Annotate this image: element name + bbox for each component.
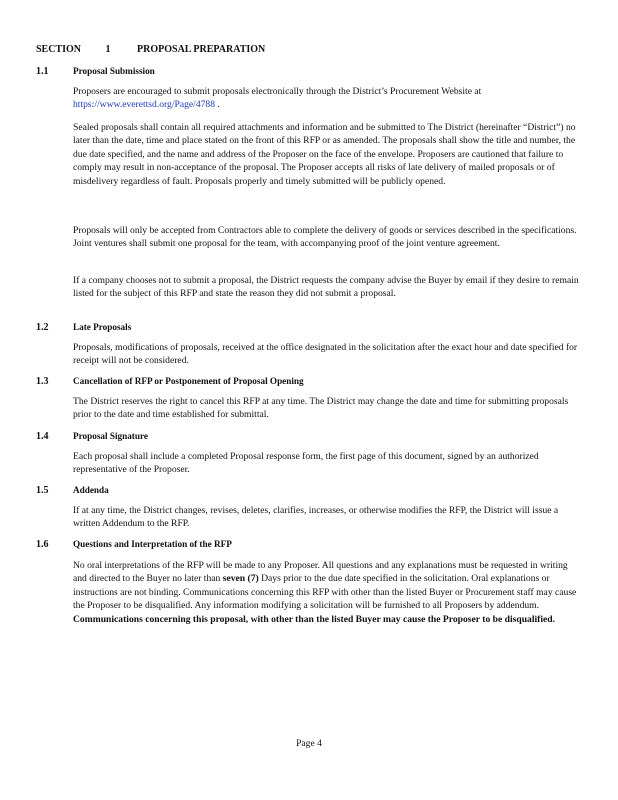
procurement-website-link[interactable]: https://www.everettsd.org/Page/4788 bbox=[73, 99, 216, 111]
subsection-title: Proposal Signature bbox=[73, 431, 148, 441]
paragraph: Proposals will only be accepted from Contractors able to complete the delivery of goods or services described in the specifications. Joint ventures shall submit one proposal for the team, with accompanying proof of the joint venture agreement. bbox=[73, 225, 577, 250]
paragraph-text: . bbox=[215, 99, 220, 111]
paragraph: Sealed proposals shall contain all required attachments and information and be submitted to The District (hereinafter “District”) no later than the date, time and place stated on the front of this RFP or as amended. The proposals shall show the title and number, the due date specified, and the name and address of the Proposer on the face of the envelope. Proposers are cautioned that failure to comply may result in non-acceptance of the proposal. The Proposer accepts all risks of late delivery of mailed proposals or of misdelivery regardless of fault. Proposals properly and timely submitted will be publicly opened. bbox=[73, 122, 576, 187]
subsection-title: Proposal Submission bbox=[73, 66, 155, 76]
subsection-title: Addenda bbox=[73, 485, 109, 495]
paragraph-text: Proposers are encouraged to submit proposals electronically through the District’s Procurement Website at bbox=[73, 86, 482, 97]
paragraph: Each proposal shall include a completed Proposal response form, the first page of this document, signed by an authorized representative of the Proposer. bbox=[73, 451, 539, 476]
subsection-title: Late Proposals bbox=[73, 322, 132, 332]
subsection-number: 1.6 bbox=[36, 539, 49, 550]
paragraph: If at any time, the District changes, revises, deletes, clarifies, increases, or otherwise modifies the RFP, the District will issue a written Addendum to the RFP. bbox=[73, 505, 559, 530]
subsection-number: 1.5 bbox=[36, 485, 49, 496]
paragraph: The District reserves the right to cancel this RFP at any time. The District may change the date and time for submitting proposals prior to the date and time established for submittal. bbox=[73, 396, 569, 421]
paragraph: Proposals, modifications of proposals, received at the office designated in the solicitation after the exact hour and date specified for receipt will not be considered. bbox=[73, 342, 578, 367]
section-number: 1 bbox=[105, 44, 111, 55]
subsection-number: 1.1 bbox=[36, 66, 49, 77]
subsection-number: 1.4 bbox=[36, 431, 49, 442]
section-title: PROPOSAL PREPARATION bbox=[137, 44, 266, 55]
paragraph-text: Days prior to the due date specified in the solicitation. Oral explanations or instructions are not binding. Communications concerning this RFP with other than the listed Buyer or Procurement staff may cause the Proposer to be disqualified. Any information modifying a solicitation will be furnished to all Proposers by addendum. bbox=[73, 573, 577, 612]
paragraph bbox=[73, 85, 580, 112]
subsection-title: Questions and Interpretation of the RFP bbox=[73, 539, 232, 549]
subsection-number: 1.3 bbox=[36, 376, 49, 387]
subsection-title: Cancellation of RFP or Postponement of Proposal Opening bbox=[73, 376, 304, 386]
page-number: Page 4 bbox=[296, 738, 322, 749]
paragraph bbox=[73, 559, 580, 626]
paragraph: If a company chooses not to submit a proposal, the District requests the company advise the Buyer by email if they desire to remain listed for the subject of this RFP and state the reason they did not submit a proposal. bbox=[73, 275, 579, 300]
disqualification-notice: Communications concerning this proposal, with other than the listed Buyer may cause the Proposer to be disqualified. bbox=[73, 613, 556, 625]
section-label: SECTION bbox=[36, 44, 82, 55]
section-heading bbox=[36, 44, 265, 55]
paragraph-text: No oral interpretations of the RFP will be made to any Proposer. All questions and any explanations must be requested in writing and directed to the Buyer no later than bbox=[73, 560, 568, 585]
subsection-number: 1.2 bbox=[36, 322, 49, 333]
deadline-days: seven (7) bbox=[222, 573, 259, 585]
